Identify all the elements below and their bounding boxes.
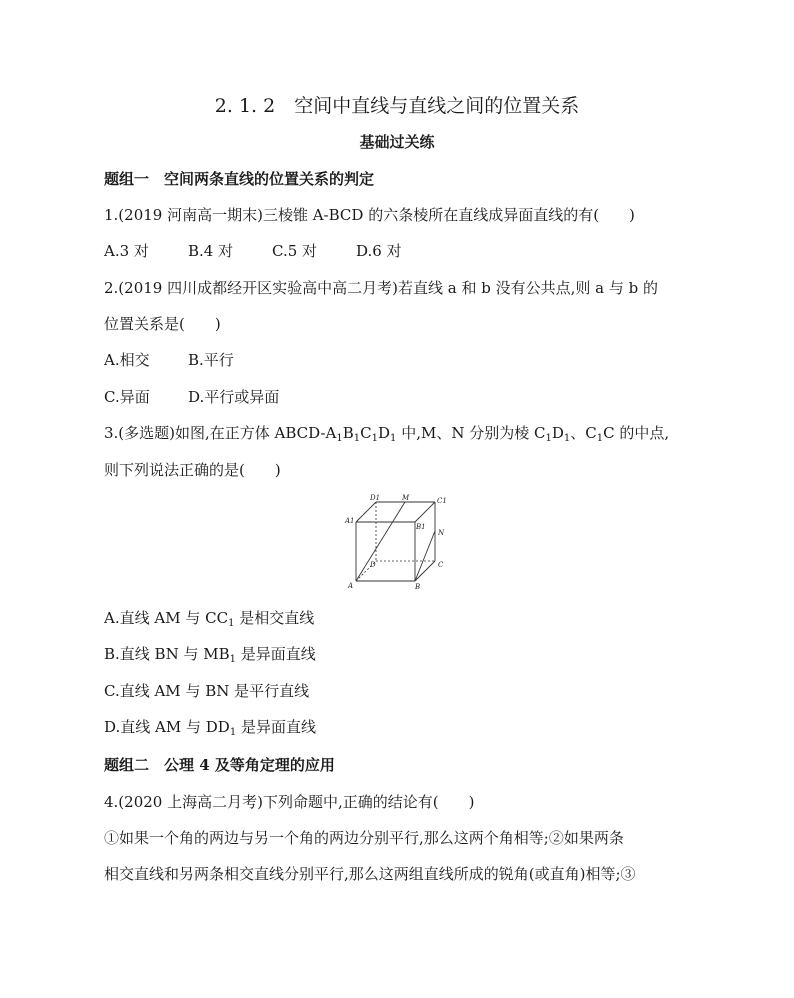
q1-option-a: A.3 对 <box>104 242 149 260</box>
q1-option-c: C.5 对 <box>272 242 318 260</box>
label-m: M <box>402 494 410 502</box>
q2-option-b: B.平行 <box>188 351 234 369</box>
q2-option-c: C.异面 <box>104 388 150 406</box>
label-b1: B1 <box>416 523 426 531</box>
label-a: A <box>348 582 354 590</box>
q1-option-b: B.4 对 <box>188 242 234 260</box>
q3-option-b: B.直线 BN 与 $MB_1$ 是异面直线 <box>104 645 316 665</box>
q3-option-c: C.直线 AM 与 BN 是平行直线 <box>104 682 310 700</box>
question-3-text-line1: 3.(多选题)如图,在正方体 ABCD-$A_1B_1C_1D_1$ 中,M、N 分别为棱 $C_1D_1$、$C_1C$ 的中点, <box>104 424 670 444</box>
q1-option-d: D.6 对 <box>356 242 402 260</box>
label-n: N <box>438 529 445 537</box>
question-2-options-row1 <box>104 349 234 370</box>
question-1-options <box>104 240 402 261</box>
label-d1: D1 <box>370 494 381 502</box>
question-4-line2: ①如果一个角的两边与另一个角的两边分别平行,那么这两个角相等;②如果两条 <box>104 829 624 847</box>
question-1-text: 1.(2019 河南高一期末)三棱锥 A-BCD 的六条棱所在直线成异面直线的有( ) <box>104 206 635 224</box>
question-2-text-line2: 位置关系是( ) <box>104 315 221 333</box>
q3-option-a: A.直线 AM 与 $CC_1$ 是相交直线 <box>104 609 315 629</box>
question-4-line3: 相交直线和另两条相交直线分别平行,那么这两组直线所成的锐角(或直角)相等;③ <box>104 865 636 883</box>
question-2-text-line1: 2.(2019 四川成都经开区实验高中高二月考)若直线 a 和 b 没有公共点,则 a 与 b 的 <box>104 279 658 297</box>
label-c1: C1 <box>437 497 447 505</box>
q2-option-d: D.平行或异面 <box>188 388 280 406</box>
group-heading-2: 题组二 公理 4 及等角定理的应用 <box>104 756 335 774</box>
question-3-text-line2: 则下列说法正确的是( ) <box>104 461 281 479</box>
q3-option-d: D.直线 AM 与 $DD_1$ 是异面直线 <box>104 718 316 738</box>
section-subtitle: 基础过关练 <box>359 133 435 151</box>
label-c: C <box>438 561 444 569</box>
cube-figure <box>344 491 456 595</box>
page-title: 2. 1. 2 空间中直线与直线之间的位置关系 <box>214 95 580 117</box>
question-4-text: 4.(2020 上海高二月考)下列命题中,正确的结论有( ) <box>104 793 475 811</box>
group-heading-1: 题组一 空间两条直线的位置关系的判定 <box>104 170 375 188</box>
label-b: B <box>415 583 421 591</box>
label-a1: A1 <box>345 517 355 525</box>
q2-option-a: A.相交 <box>104 351 150 369</box>
label-d: D <box>370 561 376 569</box>
question-2-options-row2 <box>104 386 279 407</box>
